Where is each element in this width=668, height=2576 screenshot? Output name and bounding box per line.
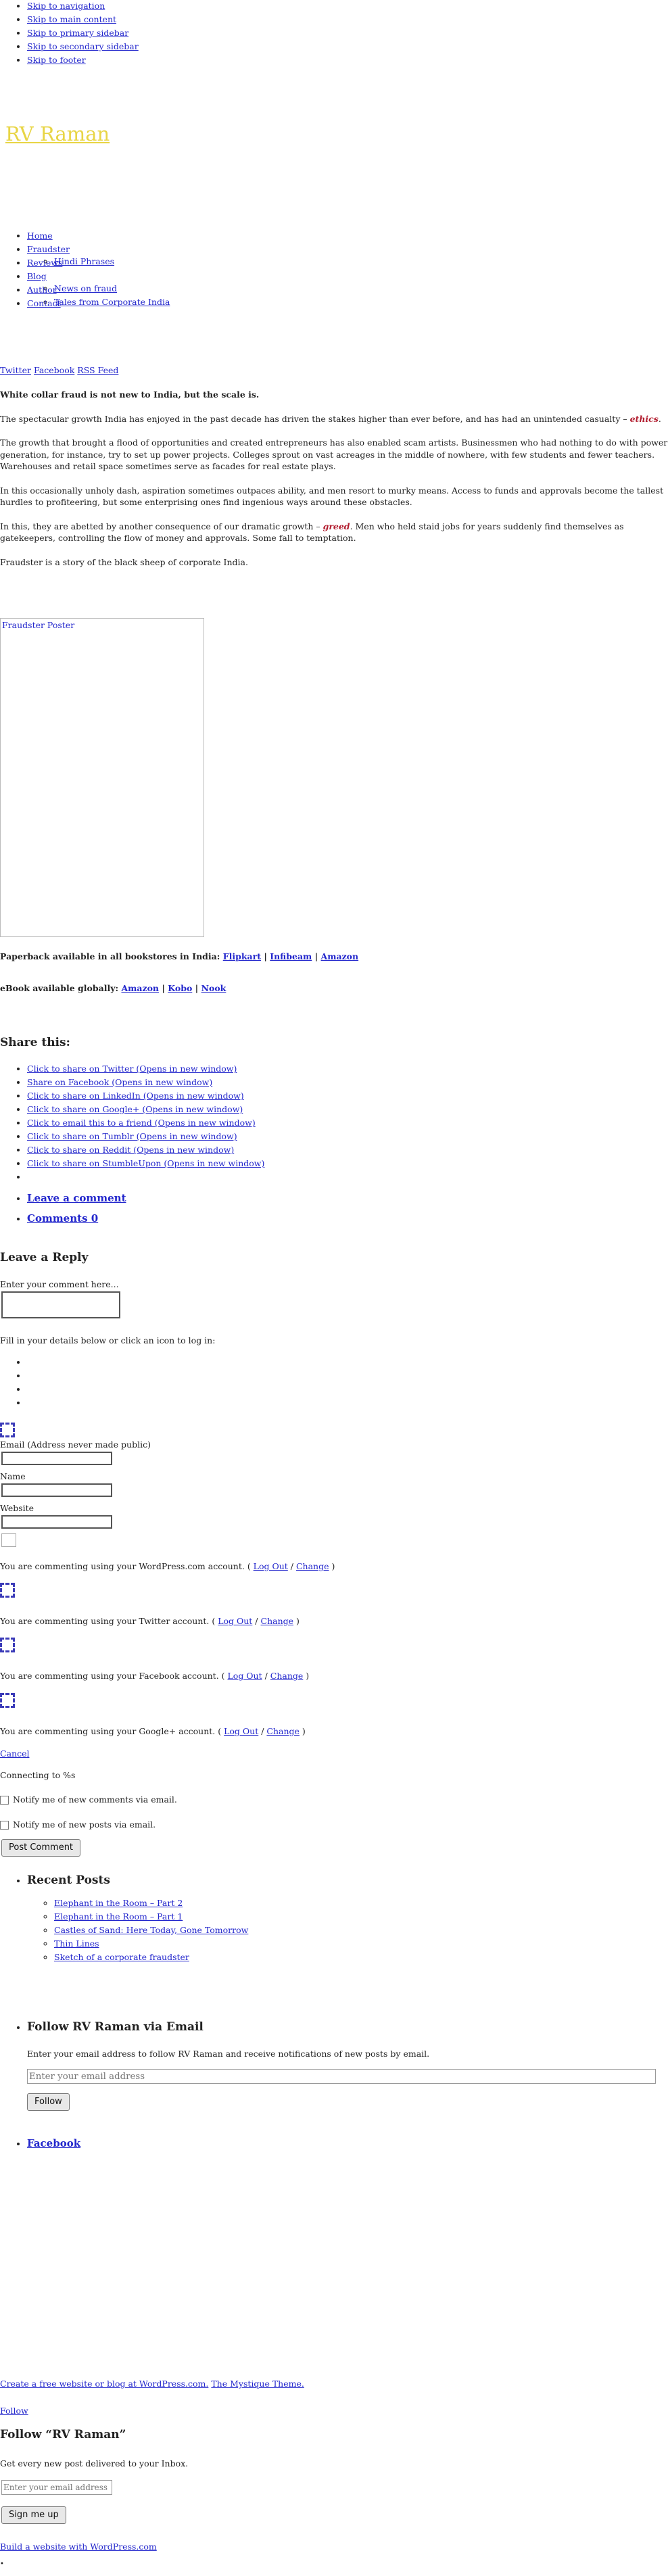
facebook-avatar-icon <box>0 1638 15 1652</box>
nav-item-home <box>27 230 170 243</box>
share-title: Share this: <box>0 1036 70 1049</box>
nav-blog-link[interactable]: Blog <box>27 271 47 281</box>
twitter-avatar-icon <box>0 1583 15 1598</box>
share-item <box>27 1076 264 1090</box>
fb-logout-link[interactable]: Log Out <box>227 1671 262 1681</box>
meta-item <box>27 1212 126 1226</box>
follow-email-input[interactable] <box>27 2069 656 2084</box>
wordpress-account-text: You are commenting using your WordPress.com account. ( Log Out / Change ) <box>0 1561 335 1571</box>
paragraph-text: . Men who held staid jobs for years suddenly find themselves as gatekeepers, controlling the flow of money and approvals. Some fall to temptation. <box>0 521 624 543</box>
googleplus-account-text: You are commenting using your Google+ account. ( Log Out / Change ) <box>0 1726 306 1736</box>
separator: | <box>192 983 201 993</box>
facebook-account-text: You are commenting using your Facebook account. ( Log Out / Change ) <box>0 1671 310 1681</box>
cancel-link[interactable]: Cancel <box>0 1748 30 1759</box>
skip-item <box>27 41 139 54</box>
nav-reviews-link[interactable]: Reviews <box>27 258 63 268</box>
wp-change-link[interactable]: Change <box>295 1561 329 1571</box>
rss-feed-link[interactable]: RSS Feed <box>77 365 119 375</box>
fraudster-poster-image[interactable] <box>0 618 204 937</box>
poster-alt-text: Fraudster Poster <box>2 620 75 630</box>
paragraph-3: In this occasionally unholy dash, aspiration sometimes outpaces ability, and men resort to murky means. Access to funds and approvals become the tallest hurdles to profiteering, but some enterprising ones find ingenious ways around these obstacles. <box>0 485 664 507</box>
notify-comments-label: Notify me of new comments via email. <box>13 1794 177 1805</box>
nav-news-on-fraud-link[interactable]: News on fraud <box>54 283 118 293</box>
account-text: You are commenting using your Google+ account. <box>0 1726 216 1736</box>
recent-post-link[interactable]: Thin Lines <box>54 1938 99 1949</box>
recent-posts-widget <box>0 1873 248 1965</box>
footer-email-input[interactable] <box>1 2480 112 2495</box>
sign-me-up-button[interactable]: Sign me up <box>1 2506 66 2524</box>
wordpress-avatar-icon <box>0 1423 15 1437</box>
footer-bullet-icon: • <box>0 2560 4 2568</box>
amazon-link[interactable]: Amazon <box>320 951 359 961</box>
social-links <box>0 364 118 377</box>
skip-item <box>27 27 139 41</box>
paperback-label: Paperback available in all bookstores in India: <box>0 951 223 961</box>
name-label: Name <box>0 1471 26 1481</box>
tw-logout-link[interactable]: Log Out <box>218 1616 253 1626</box>
paragraph-2: The growth that brought a flood of opportunities and created entrepreneurs has also enabled scam artists. Businessmen who had nothing to do with power generation, for instance, try to set up power projects. Colleges sprout on vast acreages in the middle of nowhere, with few students and fewer teachers. Warehouses and retail space sometimes serve as facades for real estate plays. <box>0 437 668 471</box>
skip-links <box>0 0 139 68</box>
flipkart-link[interactable]: Flipkart <box>222 951 261 961</box>
main-content <box>0 389 668 568</box>
share-tumblr-link[interactable]: Click to share on Tumblr (Opens in new window) <box>27 1131 237 1141</box>
footer-follow-link[interactable]: Follow <box>0 2406 28 2416</box>
recent-post-link[interactable]: Castles of Sand: Here Today, Gone Tomorrow <box>54 1924 249 1935</box>
twitter-link[interactable]: Twitter <box>0 365 32 375</box>
ebook-label: eBook available globally: <box>0 983 122 993</box>
meta-item <box>27 1191 126 1212</box>
connecting-text: Connecting to %s <box>0 1770 76 1780</box>
recent-post-item <box>54 1924 248 1938</box>
name-field[interactable] <box>1 1483 112 1497</box>
paperback-line <box>0 951 358 963</box>
wordpress-credit-link[interactable]: Create a free website or blog at WordPress.com. <box>0 2379 209 2389</box>
main-navigation <box>0 230 170 311</box>
gp-change-link[interactable]: Change <box>266 1726 300 1736</box>
share-item <box>27 1144 264 1158</box>
follow-email-widget <box>0 2020 668 2111</box>
recent-post-link[interactable]: Sketch of a corporate fraudster <box>54 1951 189 1962</box>
broken-image-icon <box>1 1533 16 1547</box>
greed-emphasis: greed <box>323 521 350 531</box>
infibeam-link[interactable]: Infibeam <box>270 951 312 961</box>
follow-email-title: • Follow RV Raman via Email <box>27 2020 204 2034</box>
nav-author-link[interactable]: Author <box>27 285 57 295</box>
follow-button[interactable]: Follow <box>27 2093 70 2111</box>
recent-posts-title: • Recent Posts <box>27 1874 110 1887</box>
account-text: You are commenting using your WordPress.com account. <box>0 1561 245 1571</box>
share-twitter-link[interactable]: Click to share on Twitter (Opens in new window) <box>27 1064 237 1074</box>
separator: | <box>159 983 168 993</box>
separator: | <box>312 951 321 961</box>
facebook-widget <box>0 2137 80 2151</box>
kobo-link[interactable]: Kobo <box>168 983 193 993</box>
recent-post-item <box>54 1911 248 1924</box>
skip-to-secondary-sidebar-link[interactable]: Skip to secondary sidebar <box>27 41 139 51</box>
recent-post-item <box>54 1938 248 1951</box>
nav-home-link[interactable]: Home <box>27 231 53 241</box>
share-item-empty <box>27 1171 264 1185</box>
paragraph-1 <box>0 413 668 425</box>
recent-post-item <box>54 1951 248 1965</box>
comment-textarea[interactable] <box>1 1291 120 1318</box>
website-field[interactable] <box>1 1515 112 1529</box>
gp-logout-link[interactable]: Log Out <box>224 1726 259 1736</box>
share-item <box>27 1063 264 1076</box>
comments-count-link[interactable]: Comments 0 <box>27 1212 99 1224</box>
site-title[interactable]: RV Raman <box>5 122 110 145</box>
nook-link[interactable]: Nook <box>201 983 226 993</box>
recent-posts-container <box>27 1873 248 1965</box>
notify-posts-checkbox[interactable] <box>0 1821 9 1830</box>
share-facebook-link[interactable]: Share on Facebook (Opens in new window) <box>27 1077 213 1087</box>
email-field[interactable] <box>1 1452 112 1465</box>
nav-item-tales <box>54 296 170 310</box>
leave-reply-title: Leave a Reply <box>0 1251 89 1264</box>
recent-post-link[interactable]: Elephant in the Room – Part 1 <box>54 1911 183 1922</box>
amazon-ebook-link[interactable]: Amazon <box>121 983 160 993</box>
nav-tales-link[interactable]: Tales from Corporate India <box>54 297 170 307</box>
paragraph-text: The spectacular growth India has enjoyed in the past decade has driven the stakes higher than ever before, and has had an unintended casualty – <box>0 413 630 424</box>
fill-details-text: Fill in your details below or click an icon to log in: <box>0 1335 216 1345</box>
share-stumbleupon-link[interactable]: Click to share on StumbleUpon (Opens in new window) <box>27 1158 265 1168</box>
share-item <box>27 1090 264 1103</box>
website-label: Website <box>0 1503 34 1513</box>
share-item <box>27 1103 264 1117</box>
nav-contact-link[interactable]: Contact <box>27 298 61 308</box>
skip-item <box>27 54 139 68</box>
notify-posts-row <box>0 1819 156 1831</box>
notify-comments-checkbox[interactable] <box>0 1796 9 1805</box>
footer-credits <box>0 2378 304 2390</box>
follow-email-description: Enter your email address to follow RV Raman and receive notifications of new posts by email. <box>27 2048 430 2059</box>
facebook-widget-link[interactable]: Facebook <box>27 2137 81 2149</box>
nav-hindi-phrases-link[interactable]: Hindi Phrases <box>54 256 115 266</box>
fb-change-link[interactable]: Change <box>270 1671 304 1681</box>
paragraph-text: . <box>658 413 661 424</box>
share-googleplus-link[interactable]: Click to share on Google+ (Opens in new window) <box>27 1104 243 1114</box>
recent-post-item <box>54 1897 248 1911</box>
skip-to-primary-sidebar-link[interactable]: Skip to primary sidebar <box>27 28 129 38</box>
paragraph-4 <box>0 521 668 544</box>
email-label: Email (Address never made public) <box>0 1439 151 1450</box>
follow-blog-title: Follow “RV Raman” <box>0 2428 126 2441</box>
delivery-text: Get every new post delivered to your Inbox. <box>0 2458 189 2468</box>
post-meta <box>0 1191 126 1226</box>
content-heading: White collar fraud is not new to India, but the scale is. <box>0 389 260 400</box>
recent-posts-list <box>27 1897 248 1965</box>
comment-placeholder-label: Enter your comment here... <box>0 1279 119 1289</box>
build-website-link[interactable]: Build a website with WordPress.com <box>0 2542 157 2552</box>
facebook-widget-item <box>27 2137 80 2151</box>
notify-comments-row <box>0 1794 177 1806</box>
mystique-theme-link[interactable]: The Mystique Theme. <box>211 2379 304 2389</box>
skip-to-footer-link[interactable]: Skip to footer <box>27 55 86 65</box>
login-icons-list <box>0 1356 27 1410</box>
notify-posts-label: Notify me of new posts via email. <box>13 1819 156 1830</box>
share-list <box>0 1063 264 1185</box>
skip-to-navigation-link[interactable]: Skip to navigation <box>27 1 105 11</box>
nav-fraudster-link[interactable]: Fraudster <box>27 244 70 254</box>
share-item <box>27 1130 264 1144</box>
ebook-line <box>0 982 226 995</box>
wp-logout-link[interactable]: Log Out <box>253 1561 288 1571</box>
skip-item <box>27 0 139 14</box>
recent-post-link[interactable]: Elephant in the Room – Part 2 <box>54 1897 183 1908</box>
skip-item <box>27 14 139 27</box>
leave-comment-link[interactable]: Leave a comment <box>27 1192 126 1204</box>
paragraph-text: In this, they are abetted by another consequence of our dramatic growth – <box>0 521 323 531</box>
account-text: You are commenting using your Twitter account. <box>0 1616 210 1626</box>
share-email-link[interactable]: Click to email this to a friend (Opens in new window) <box>27 1118 256 1128</box>
share-reddit-link[interactable]: Click to share on Reddit (Opens in new window) <box>27 1145 235 1155</box>
post-comment-button[interactable]: Post Comment <box>1 1839 80 1857</box>
share-item <box>27 1117 264 1130</box>
skip-to-main-content-link[interactable]: Skip to main content <box>27 14 117 24</box>
ethics-emphasis: ethics <box>629 413 659 424</box>
separator: | <box>260 951 270 961</box>
follow-email-container <box>27 2020 668 2111</box>
tw-change-link[interactable]: Change <box>260 1616 294 1626</box>
paragraph-5: Fraudster is a story of the black sheep of corporate India. <box>0 556 248 567</box>
share-linkedin-link[interactable]: Click to share on LinkedIn (Opens in new window) <box>27 1091 244 1101</box>
facebook-link[interactable]: Facebook <box>34 365 75 375</box>
account-text: You are commenting using your Facebook account. <box>0 1671 219 1681</box>
googleplus-avatar-icon <box>0 1693 15 1708</box>
share-item <box>27 1158 264 1171</box>
twitter-account-text: You are commenting using your Twitter account. ( Log Out / Change ) <box>0 1616 300 1626</box>
